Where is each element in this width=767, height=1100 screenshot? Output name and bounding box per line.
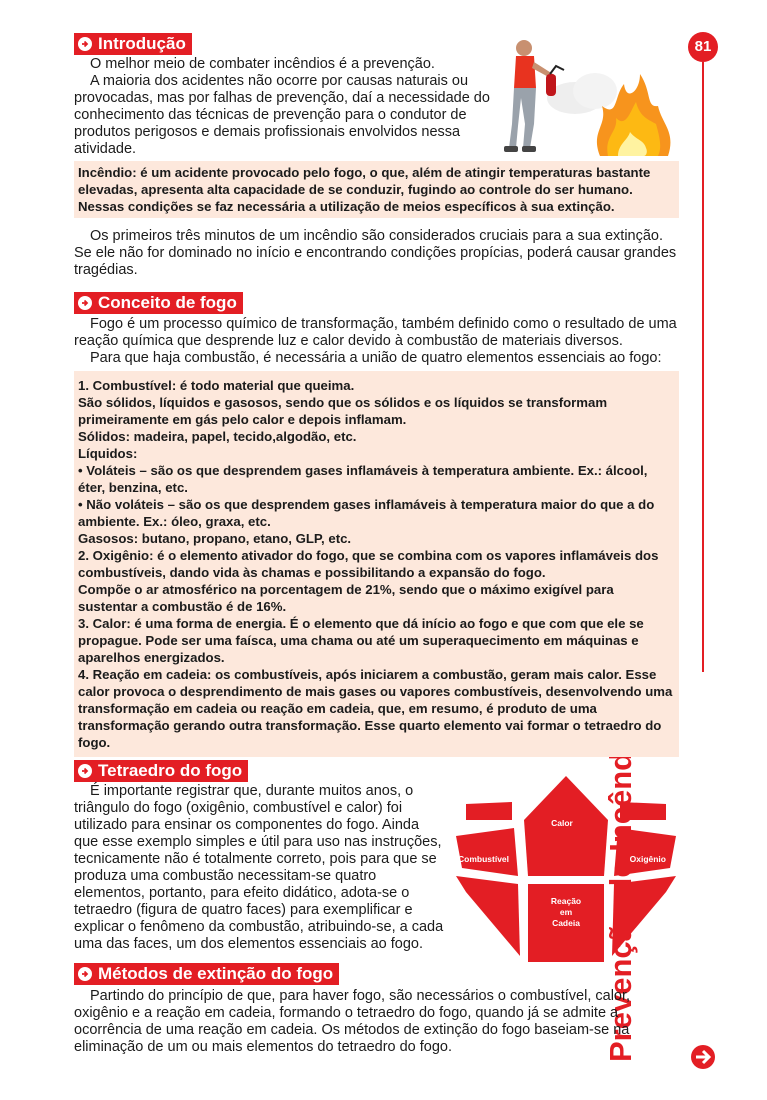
section-heading-tetra — [74, 760, 248, 782]
arrow-icon — [78, 37, 92, 51]
arrow-icon — [78, 967, 92, 981]
intro-paragraph-2: A maioria dos acidentes não ocorre por causas naturais ou provocadas, mas por falhas de prevenção, daí a necessidade do conhecimento das técnicas de prevenção para o condutor de produtos perigosos e demais profissionais envolvidos nessa atividade. — [74, 73, 490, 157]
label-oxigenio: Oxigênio — [629, 854, 666, 864]
face-combustivel — [456, 828, 518, 876]
text-solidos: : madeira, papel, tecido,algodão, etc. — [125, 429, 357, 444]
gasosos — [78, 530, 675, 547]
section-heading-methods — [74, 963, 339, 985]
tetra-paragraph: É importante registrar que, durante muitos anos, o triângulo do fogo (oxigênio, combustível e calor) foi utilizado para ensinar os componentes do fogo. Ainda que esse exemplo simples e útil para uso nas instruções, tecnicamente não é totalmente correto, pois para que se produza uma combustão necessitam-se quatro elementos, portanto, para efeito didático, adota-se o tetraedro (figura de quatro faces) para exemplificar e explicar o fenômeno da combustão, atribuindo-se, a cada uma das faces, um dos elementos essenciais ao fogo. — [74, 783, 444, 952]
element-1 — [78, 377, 675, 394]
label-reacao-2: em — [559, 907, 573, 917]
definition-incendio — [78, 164, 675, 215]
liquidos: Líquidos: — [78, 446, 138, 461]
text-reacao: : os combustíveis, após iniciarem a combustão, geram mais calor. Esse calor provoca o desprendimento de mais gases ou vapores combustíveis, desenvolvendo uma transformação em cadeia ou reação em cadeia, que, em resumo, é produto de uma transformação gerando outra transformação. Esse quarto elemento vai formar o tetraedro do fogo. — [78, 667, 673, 750]
concept-paragraph-2: Para que haja combustão, é necessária a união de quatro elementos essenciais ao fogo: — [90, 350, 662, 366]
text-volateis: – são os que desprendem gases inflamáveis à temperatura ambiente. Ex.: álcool, éter, benzina, etc. — [78, 463, 648, 495]
arrow-icon — [78, 764, 92, 778]
section-heading-intro — [74, 33, 192, 55]
volateis — [78, 462, 675, 496]
tetrahedron-diagram — [452, 772, 680, 962]
concept-paragraph-1: Fogo é um processo químico de transformação, também definido como o resultado de uma reação química que desprende luz e calor devido à combustão de materiais diversos. — [74, 316, 677, 349]
concept-text — [74, 316, 679, 367]
term-gasosos: Gasosos — [78, 531, 134, 546]
intro-text — [74, 56, 492, 158]
text-calor: : é uma forma de energia. É o elemento que dá início ao fogo e que com que ele se propague. Pode ser uma faísca, uma chama ou até um superaquecimento em máquinas e aparelhos energizados. — [78, 616, 644, 665]
elements-box — [74, 371, 679, 757]
page-number: 81 — [688, 32, 718, 62]
element-1-detail: São sólidos, líquidos e gasosos, sendo que os sólidos e os líquidos se transformam primeiramente em gás pelo calor e depois inflamam. — [78, 395, 608, 427]
arrow-icon — [78, 296, 92, 310]
heading-text: Tetraedro do fogo — [98, 761, 243, 780]
nao-volateis — [78, 496, 675, 530]
heading-text: Conceito de fogo — [98, 293, 237, 312]
intro-paragraph-3: Os primeiros três minutos de um incêndio são considerados cruciais para a sua extinção. Se ele não for dominado no início e encontrando condições propícias, poderá causar grandes tragédias. — [74, 228, 677, 278]
element-2 — [78, 547, 675, 581]
methods-text — [74, 988, 679, 1056]
label-reacao-3: Cadeia — [552, 918, 580, 928]
term-solidos: Sólidos — [78, 429, 126, 444]
face-oxigenio — [614, 828, 676, 876]
term-nao-volateis: • Não voláteis — [78, 497, 164, 512]
term-combustivel: 1. Combustível — [78, 378, 172, 393]
element-2-detail: Compõe o ar atmosférico na porcentagem de 21%, sendo que o máximo exigível para sustentar a combustão é de 16%. — [78, 582, 614, 614]
arrow-circle-icon — [691, 1045, 715, 1069]
text-oxigenio: : é o elemento ativador do fogo, que se combina com os vapores inflamáveis dos combustíveis, dando vida às chamas e possibilitando a expansão do fogo. — [78, 548, 659, 580]
section-heading-concept — [74, 292, 243, 314]
face-combustivel-lower — [456, 876, 520, 956]
intro-text-2 — [74, 228, 679, 279]
heading-text: Introdução — [98, 34, 186, 53]
definition-box-incendio — [74, 161, 679, 218]
term-volateis: • Voláteis — [78, 463, 136, 478]
face-oxigenio-lower — [612, 876, 676, 956]
side-title: Prevenção de Incêndio — [603, 724, 638, 1062]
tetra-text — [74, 783, 446, 953]
side-rule — [702, 62, 704, 672]
label-calor: Calor — [551, 818, 573, 828]
heading-text: Métodos de extinção do fogo — [98, 964, 334, 983]
term-calor: 3. Calor — [78, 616, 127, 631]
definition-text: é um acidente provocado pelo fogo, o que, além de atingir temperaturas bastante elevadas, apresenta alta capacidade de se conduzir, fugindo ao controle do ser humano. Nessas condições se faz necessária a utilização de meios específicos à sua extinção. — [78, 165, 651, 214]
intro-paragraph-1: O melhor meio de combater incêndios é a prevenção. — [90, 56, 435, 72]
solidos — [78, 428, 675, 445]
text-nao-volateis: – são os que desprendem gases inflamáveis à temperatura maior do que a do ambiente. Ex.: óleo, graxa, etc. — [78, 497, 655, 529]
methods-paragraph: Partindo do princípio de que, para haver fogo, são necessários o combustível, calor, oxigênio e a reação em cadeia, formando o tetraedro do fogo, quando já se admite a ocorrência de uma reação em cadeia. Os métodos de extinção do fogo baseiam-se na eliminação de um ou mais elementos do tetraedro do fogo. — [74, 988, 631, 1055]
term-oxigenio: 2. Oxigênio — [78, 548, 150, 563]
label-reacao-1: Reação — [550, 896, 582, 906]
label-combustivel: Combustível — [458, 854, 510, 864]
term-incendio: Incêndio: — [78, 165, 137, 180]
term-reacao: 4. Reação em cadeia — [78, 667, 208, 682]
element-3 — [78, 615, 675, 666]
element-4 — [78, 666, 675, 751]
firefighter-illustration — [490, 36, 682, 158]
text-gasosos: : butano, propano, etano, GLP, etc. — [133, 531, 352, 546]
text-combustivel: : é todo material que queima. — [171, 378, 355, 393]
